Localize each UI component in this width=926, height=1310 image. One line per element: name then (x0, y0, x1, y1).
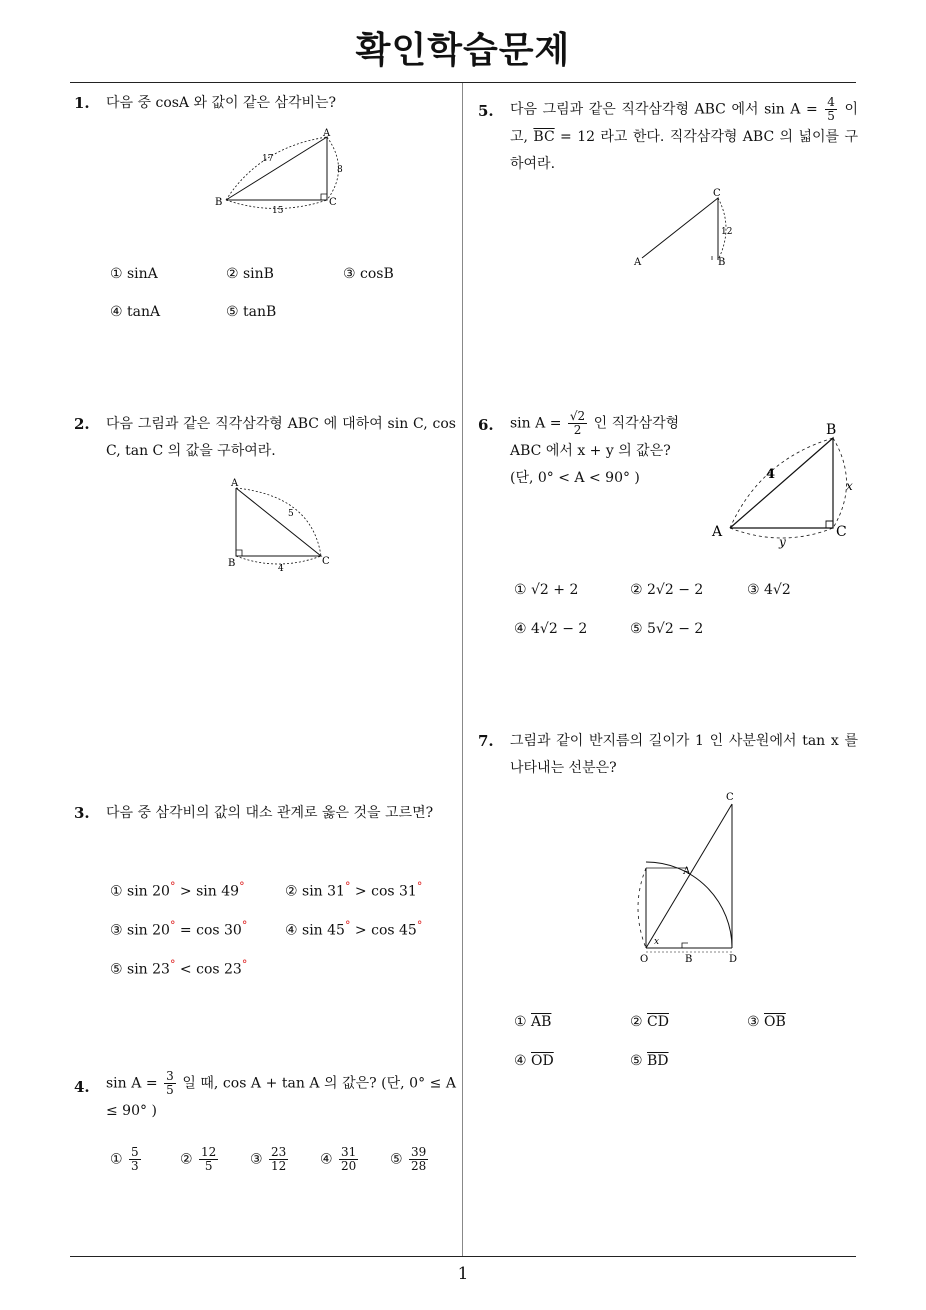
vertex-label-a: A (231, 478, 239, 489)
option-right: sin 49 (196, 883, 240, 900)
top-rule (70, 82, 856, 83)
option-2[interactable]: ② $\overline{CD}$ (630, 1014, 669, 1030)
side-label-vert: 8 (337, 165, 343, 175)
page-title: 확인학습문제 (355, 30, 571, 71)
vertex-label-a: A (634, 257, 642, 268)
option-3[interactable]: ③ cosB (343, 266, 394, 282)
option-2[interactable]: ② $\frac{12}{5}$ (180, 1145, 217, 1173)
bottom-rule (70, 1256, 856, 1257)
option-left: sin 31 (302, 883, 345, 900)
option-4[interactable] (285, 919, 422, 939)
vertex-label-a: A (712, 524, 723, 540)
vertex-label-a: A (323, 128, 331, 139)
question-5 (478, 96, 858, 178)
option-operator: = (175, 922, 197, 939)
question-text-line3: (단, 0° < A < 90° ) (510, 469, 640, 486)
question-2 (74, 411, 456, 465)
vertex-label-b: B (826, 422, 837, 438)
option-2[interactable] (285, 880, 422, 900)
label-a: A (683, 866, 691, 877)
side-label-base: 15 (272, 206, 284, 215)
option-label: ③ (110, 922, 123, 939)
label-b: B (685, 954, 693, 965)
q6-triangle-figure (708, 420, 858, 550)
option-1[interactable]: ① sinA (110, 266, 158, 282)
option-operator: < (175, 961, 197, 978)
segment-bc: $\overline{BC}$ (533, 128, 555, 145)
label-o: O (640, 954, 649, 965)
option-1[interactable]: ① √2 + 2 (514, 582, 579, 598)
question-text-line2: ABC 에서 x + y 의 값은? (510, 442, 671, 459)
q5-triangle-figure (628, 184, 758, 274)
vertex-label-c: C (836, 524, 847, 540)
question-7 (478, 728, 858, 782)
question-number: 2. (74, 415, 90, 433)
degree-mark: ° (169, 919, 176, 932)
question-number: 5. (478, 102, 494, 120)
side-label-base: 4 (278, 564, 284, 574)
side-label-x: x (846, 479, 853, 493)
fraction: $\frac{√2}{2}$ (569, 409, 586, 437)
vertex-label-b: B (718, 257, 726, 268)
degree-mark: ° (169, 880, 176, 893)
option-5[interactable]: ⑤ tanB (226, 304, 277, 320)
degree-mark: ° (416, 919, 423, 932)
option-left: sin 20 (127, 883, 170, 900)
option-label: ① (110, 883, 123, 900)
question-number: 4. (74, 1078, 90, 1096)
option-3[interactable]: ③ $\frac{23}{12}$ (250, 1145, 287, 1173)
side-label-12: 12 (721, 227, 733, 237)
question-text-pre: sin A = (106, 1075, 163, 1092)
side-label-hyp: 4 (766, 467, 776, 482)
question-number: 1. (74, 94, 90, 112)
question-text-post: 일 때, cos A + tan A 의 값은? (단, 0° ≤ A ≤ 90° ) (106, 1075, 456, 1119)
question-text: 다음 그림과 같은 직각삼각형 ABC 에 대하여 sin C, cos C, tan C 의 값을 구하여라. (106, 416, 456, 459)
degree-mark: ° (239, 880, 245, 893)
option-5[interactable]: ⑤ $\overline{BD}$ (630, 1053, 669, 1069)
option-label: ④ (285, 922, 298, 939)
option-2[interactable]: ② 2√2 − 2 (630, 582, 704, 598)
option-right: cos 30 (196, 922, 242, 939)
option-left: sin 20 (127, 922, 170, 939)
degree-mark: ° (344, 919, 351, 932)
side-label-hyp: 5 (288, 509, 294, 519)
option-left: sin 45 (302, 922, 345, 939)
q7-quarter-circle-figure (628, 788, 758, 968)
option-1[interactable] (110, 880, 245, 900)
degree-mark: ° (416, 880, 423, 893)
label-x: x (654, 937, 660, 947)
option-right: cos 23 (196, 961, 242, 978)
label-c: C (726, 792, 734, 803)
option-5[interactable]: ⑤ $\frac{39}{28}$ (390, 1145, 427, 1173)
question-6 (478, 410, 708, 492)
fraction: $\frac{4}{5}$ (827, 95, 835, 123)
question-number: 6. (478, 416, 494, 434)
option-label: ⑤ (110, 961, 123, 978)
option-operator: > (350, 883, 372, 900)
question-text: sin A = $\frac{√2}{2}$ 인 직각삼각형 ABC 에서 x + y 의 값은? (단, 0° < A < 90° ) (510, 410, 708, 492)
option-2[interactable]: ② sinB (226, 266, 274, 282)
vertex-label-c: C (322, 556, 330, 567)
question-3 (74, 800, 456, 827)
option-operator: > (175, 883, 197, 900)
option-3[interactable]: ③ 4√2 (747, 582, 791, 598)
vertex-label-b: B (215, 197, 223, 208)
label-d: D (729, 954, 738, 965)
question-text: 다음 그림과 같은 직각삼각형 ABC 에서 sin A = $\frac{4}{5}$ 이고, $\overline{BC} = 12$ 라고 한다. 직각삼각형 ABC 의 넓이를 구하여라. (510, 95, 858, 172)
option-right: cos 45 (371, 922, 417, 939)
question-number: 7. (478, 732, 494, 750)
fraction: $\frac{3}{5}$ (166, 1069, 174, 1097)
question-1 (74, 90, 456, 117)
option-label: ② (285, 883, 298, 900)
option-3[interactable] (110, 919, 247, 939)
degree-mark: ° (344, 880, 351, 893)
q1-triangle-figure (210, 125, 360, 215)
option-4[interactable]: ④ $\frac{31}{20}$ (320, 1145, 357, 1173)
degree-mark: ° (241, 958, 248, 971)
question-4 (74, 1070, 456, 1125)
vertex-label-c: C (713, 188, 721, 199)
option-right: cos 31 (371, 883, 417, 900)
side-label-y: y (779, 535, 786, 549)
option-4[interactable]: ④ $\overline{OD}$ (514, 1053, 554, 1069)
option-5[interactable]: ⑤ 5√2 − 2 (630, 621, 704, 637)
side-label-hyp: 17 (262, 154, 274, 164)
option-4[interactable]: ④ tanA (110, 304, 161, 320)
q2-triangle-figure (222, 476, 342, 576)
option-left: sin 23 (127, 961, 170, 978)
option-operator: > (350, 922, 372, 939)
option-1[interactable]: ① $\frac{5}{3}$ (110, 1145, 139, 1173)
option-5[interactable] (110, 958, 247, 978)
option-1[interactable]: ① $\overline{AB}$ (514, 1014, 552, 1030)
question-text (106, 1070, 456, 1125)
question-text: 그림과 같이 반지름의 길이가 1 인 사분원에서 tan x 를 나타내는 선분은? (510, 733, 858, 776)
question-number: 3. (74, 804, 90, 822)
degree-mark: ° (241, 919, 248, 932)
question-text: 다음 중 삼각비의 값의 대소 관계로 옳은 것을 고르면? (106, 805, 434, 821)
vertex-label-b: B (228, 558, 236, 569)
option-3[interactable]: ③ $\overline{OB}$ (747, 1014, 786, 1030)
option-4[interactable]: ④ 4√2 − 2 (514, 621, 588, 637)
vertex-label-c: C (329, 197, 337, 208)
column-divider (462, 83, 463, 1256)
page-number: 1 (457, 1264, 469, 1284)
question-text: 다음 중 cosA 와 값이 같은 삼각비는? (106, 95, 337, 111)
degree-mark: ° (169, 958, 176, 971)
